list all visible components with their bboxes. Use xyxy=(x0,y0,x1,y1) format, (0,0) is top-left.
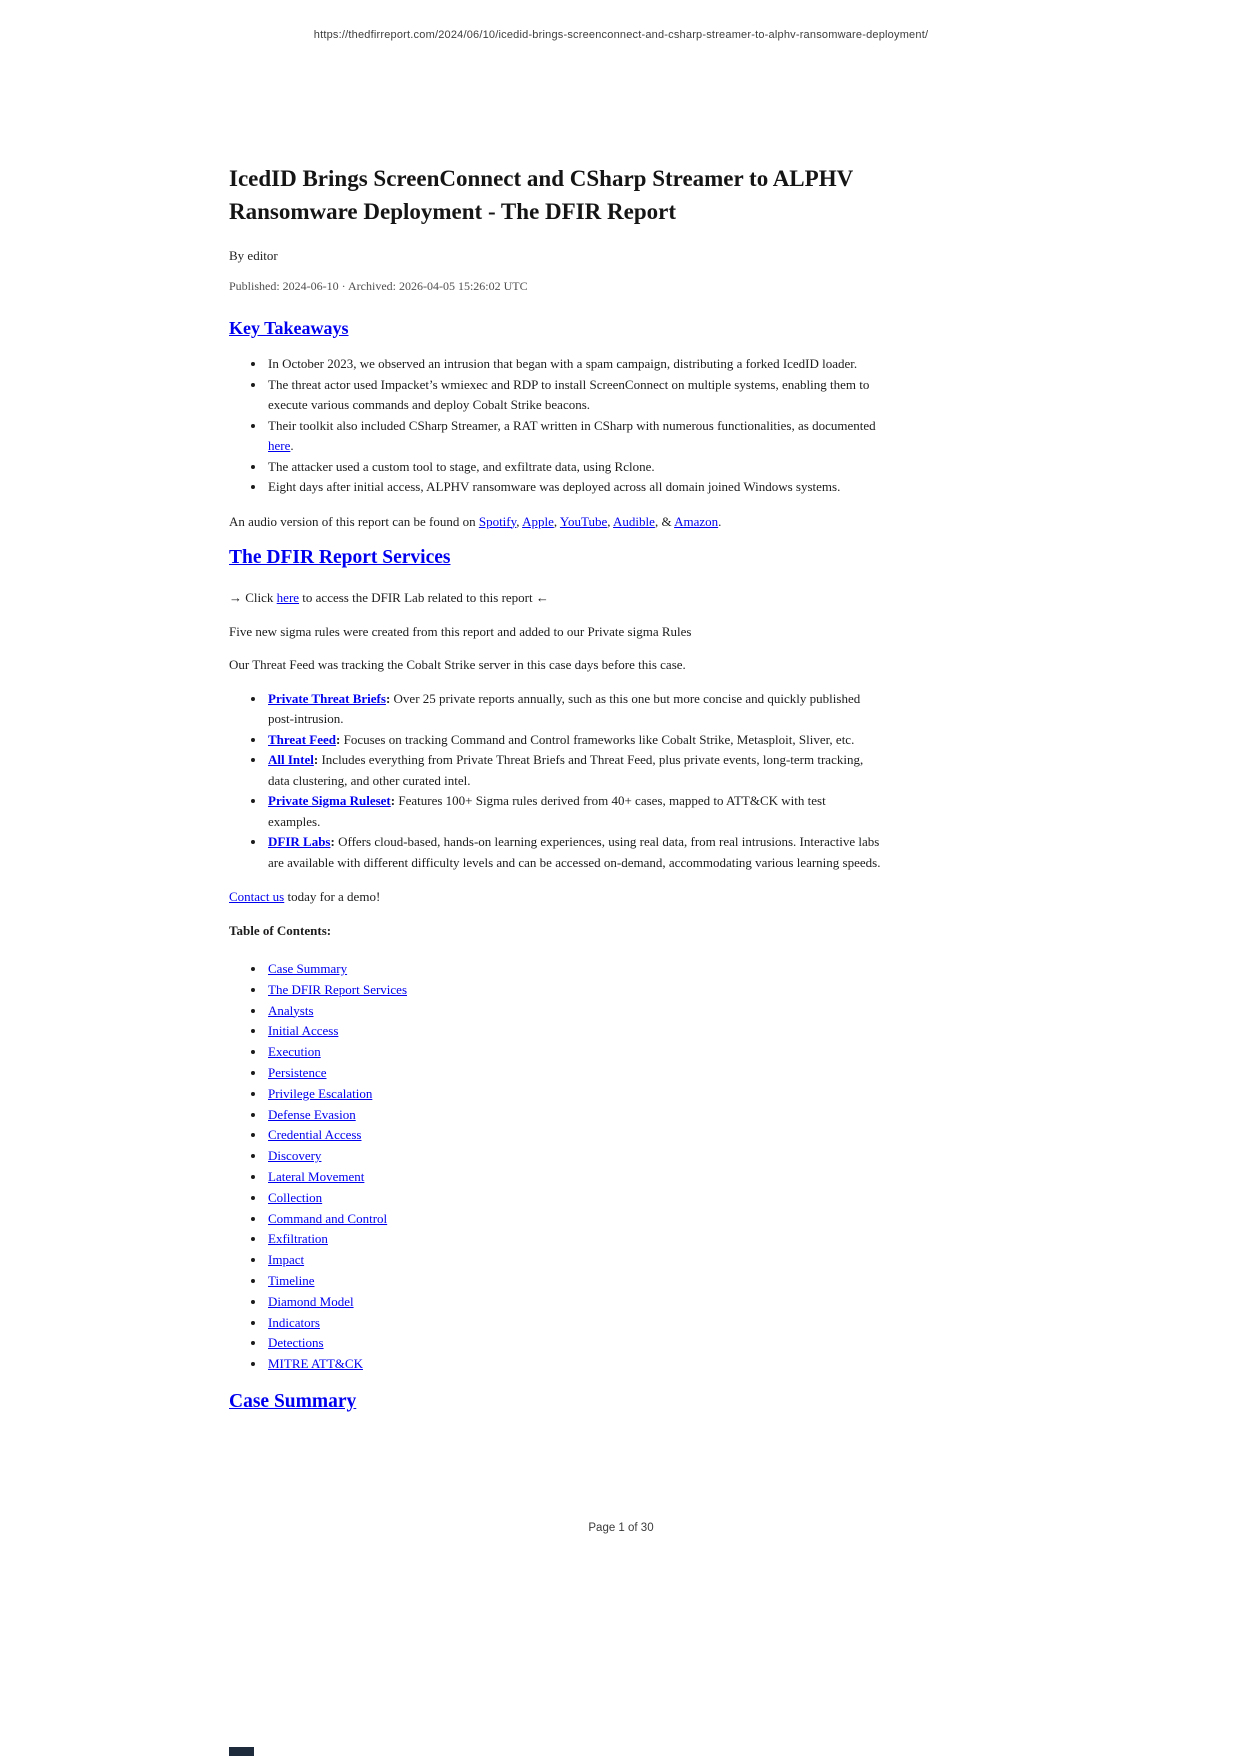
services-heading-link[interactable]: The DFIR Report Services xyxy=(229,547,451,568)
toc-item xyxy=(266,1271,881,1292)
takeaway-item: • Eight days after initial access, ALPHV ransomware was deployed across all domain joined Windows systems. xyxy=(266,477,881,498)
service-item: • Private Sigma Ruleset: Features 100+ Sigma rules derived from 40+ cases, mapped to ATT&CK with test examples. xyxy=(266,791,881,832)
key-takeaways-heading xyxy=(229,317,881,340)
inline-link[interactable]: Initial Access xyxy=(268,1023,339,1039)
case-summary-heading xyxy=(229,1389,881,1414)
inline-link[interactable]: Contact us xyxy=(229,889,285,904)
inline-link[interactable]: Case Summary xyxy=(268,961,348,976)
inline-link[interactable]: Persistence xyxy=(268,1064,327,1080)
inline-link[interactable]: Threat Feed xyxy=(268,731,336,747)
page-title xyxy=(229,162,881,228)
toc-item xyxy=(266,1333,881,1354)
takeaway-item: • The attacker used a custom tool to stage, and exfiltrate data, using Rclone. xyxy=(266,457,881,478)
toc-item xyxy=(266,1292,881,1313)
inline-link[interactable]: Collection xyxy=(268,1189,323,1205)
byline: By editor xyxy=(229,248,278,263)
toc-item xyxy=(266,1209,881,1230)
service-item: • Private Threat Briefs: Over 25 private reports annually, such as this one but more concise and quickly published post-intrusion. xyxy=(266,689,881,730)
inline-link[interactable]: Lateral Movement xyxy=(268,1168,365,1184)
inline-link[interactable]: MITRE ATT&CK xyxy=(268,1356,363,1372)
service-item: • All Intel: Includes everything from Private Threat Briefs and Threat Feed, plus private events, long-term tracking, data clustering, and other curated intel. xyxy=(266,750,881,791)
inline-link[interactable]: The DFIR Report Services xyxy=(268,981,408,997)
table-of-contents xyxy=(229,959,881,1375)
services-list xyxy=(229,689,881,874)
takeaway-item: • The threat actor used Impacket’s wmiexec and RDP to install ScreenConnect on multiple systems, enabling them to execute various commands and deploy Cobalt Strike beacons. xyxy=(266,375,881,416)
clipped-next-content-bar xyxy=(229,1747,254,1756)
service-item: • DFIR Labs: Offers cloud-based, hands-on learning experiences, using real data, from real intrusions. Interactive labs are available with different difficulty levels and can be accessed on-demand, accommodating various learning speeds. xyxy=(266,832,881,873)
takeaway-item: • In October 2023, we observed an intrusion that began with a spam campaign, distributing a forked IcedID loader. xyxy=(266,354,881,375)
print-url-header: https://thedfirreport.com/2024/06/10/icedid-brings-screenconnect-and-csharp-streamer-to-alphv-ransomware-deployment/ xyxy=(313,29,929,41)
toc-item xyxy=(266,1167,881,1188)
threat-feed-line: Our Threat Feed was tracking the Cobalt Strike server in this case days before this case. xyxy=(229,657,686,672)
inline-link[interactable]: Impact xyxy=(268,1252,305,1268)
toc-item xyxy=(266,1084,881,1105)
case-summary-heading-link[interactable]: Case Summary xyxy=(229,1390,357,1412)
toc-item xyxy=(266,1188,881,1209)
inline-link[interactable]: Private Threat Briefs xyxy=(268,690,386,706)
sigma-rules-line: Five new sigma rules were created from this report and added to our Private sigma Rules xyxy=(229,623,692,639)
toc-heading: Table of Contents: xyxy=(229,922,332,938)
inline-link[interactable]: Execution xyxy=(268,1044,321,1060)
inline-link[interactable]: Credential Access xyxy=(268,1127,362,1143)
audio-version-paragraph: An audio version of this report can be found on Spotify, Apple, YouTube, Audible, & Amazon. xyxy=(229,513,722,529)
inline-link[interactable]: Command and Control xyxy=(268,1210,388,1226)
inline-link[interactable]: Apple xyxy=(522,513,554,529)
inline-link[interactable]: Spotify xyxy=(478,513,517,529)
inline-link[interactable]: Defense Evasion xyxy=(268,1106,356,1122)
inline-link[interactable]: YouTube xyxy=(559,513,608,529)
takeaway-item: • Their toolkit also included CSharp Streamer, a RAT written in CSharp with numerous functionalities, as documented here. xyxy=(266,416,881,457)
inline-link[interactable]: Analysts xyxy=(268,1002,314,1018)
inline-link[interactable]: Privilege Escalation xyxy=(268,1085,373,1101)
toc-item xyxy=(266,1001,881,1022)
published-meta: Published: 2024-06-10 · Archived: 2026-04-05 15:26:02 UTC xyxy=(229,279,528,293)
toc-item xyxy=(266,1125,881,1146)
inline-link[interactable]: All Intel xyxy=(268,752,314,767)
inline-link[interactable]: Exfiltration xyxy=(268,1231,328,1247)
inline-link[interactable]: Diamond Model xyxy=(268,1293,354,1309)
page-title-line-1: IcedID Brings ScreenConnect and CSharp Streamer to ALPHV xyxy=(229,166,854,191)
toc-item xyxy=(266,1250,881,1271)
inline-link[interactable]: here xyxy=(276,590,300,605)
toc-item xyxy=(266,1313,881,1334)
key-takeaways-list xyxy=(229,354,881,498)
service-item: • Threat Feed: Focuses on tracking Command and Control frameworks like Cobalt Strike, Metasploit, Sliver, etc. xyxy=(266,730,881,751)
toc-item xyxy=(266,1229,881,1250)
services-heading xyxy=(229,545,881,570)
inline-link[interactable]: Indicators xyxy=(268,1314,320,1330)
inline-link[interactable]: Private Sigma Ruleset xyxy=(268,793,391,808)
key-takeaways-heading-link[interactable]: Key Takeaways xyxy=(229,318,349,338)
dfir-lab-line: → Click here to access the DFIR Lab related to this report ← xyxy=(229,590,549,605)
toc-item xyxy=(266,1105,881,1126)
toc-item xyxy=(266,980,881,1001)
inline-link[interactable]: Detections xyxy=(268,1335,324,1351)
page-number-footer: Page 1 of 30 xyxy=(588,1522,654,1534)
contact-line: Contact us today for a demo! xyxy=(229,889,381,904)
inline-link[interactable]: here xyxy=(268,438,291,453)
inline-link[interactable]: Audible xyxy=(613,513,655,529)
toc-item xyxy=(266,1146,881,1167)
inline-link[interactable]: Discovery xyxy=(268,1148,322,1164)
inline-link[interactable]: DFIR Labs xyxy=(268,834,331,849)
toc-item xyxy=(266,1063,881,1084)
toc-item xyxy=(266,1021,881,1042)
inline-link[interactable]: Timeline xyxy=(268,1272,315,1288)
toc-item xyxy=(266,1354,881,1375)
inline-link[interactable]: Amazon xyxy=(674,513,719,529)
page-title-line-2: Ransomware Deployment - The DFIR Report xyxy=(229,199,676,224)
toc-item xyxy=(266,959,881,980)
article-content xyxy=(229,162,881,1432)
toc-item xyxy=(266,1042,881,1063)
